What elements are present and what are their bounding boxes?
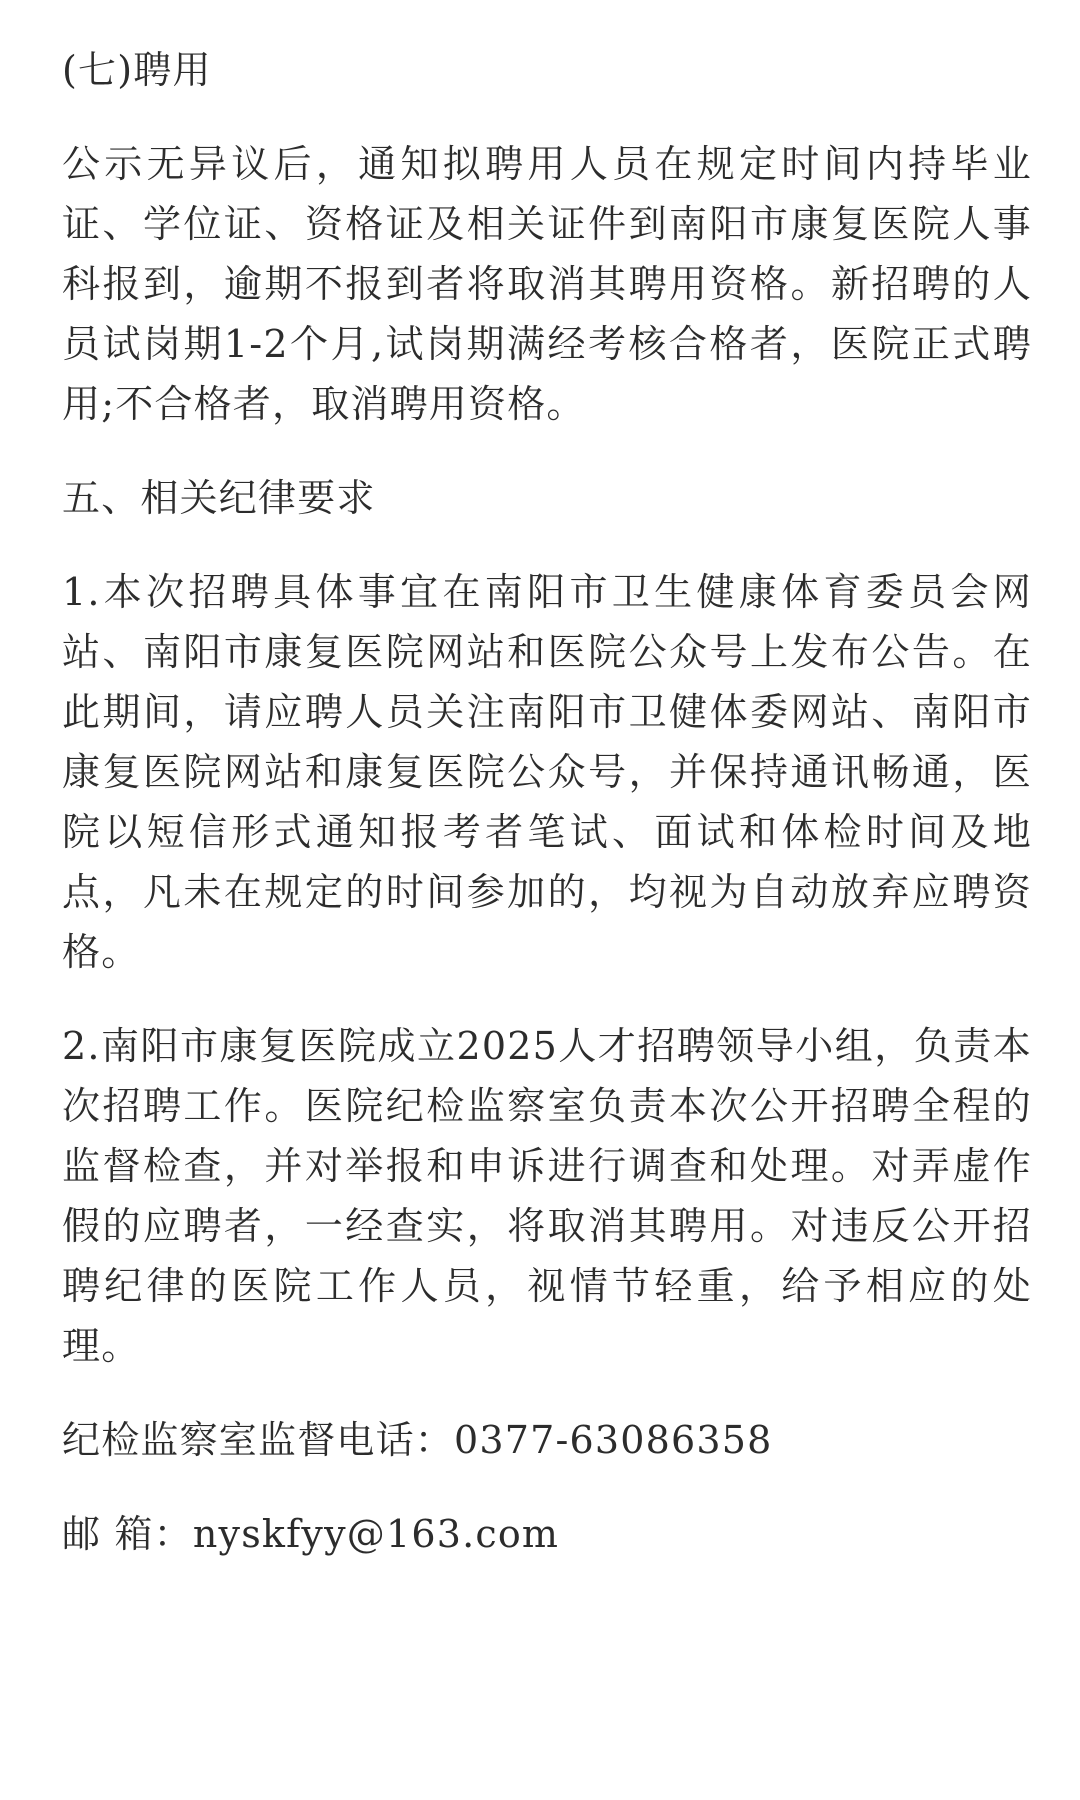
article-body	[62, 40, 1032, 1598]
hire-paragraph: 公示无异议后，通知拟聘用人员在规定时间内持毕业证、学位证、资格证及相关证件到南阳市康复医院人事科报到，逾期不报到者将取消其聘用资格。新招聘的人员试岗期1-2个月,试岗期满经考核合格者，医院正式聘用;不合格者，取消聘用资格。	[62, 142, 1032, 426]
section-discipline-title: 五、相关纪律要求	[62, 476, 376, 520]
supervision-phone: 纪检监察室监督电话：0377-63086358	[62, 1418, 773, 1462]
discipline-item-2: 2.南阳市康复医院成立2025人才招聘领导小组，负责本次招聘工作。医院纪检监察室负责本次公开招聘全程的监督检查，并对举报和申诉进行调查和处理。对弄虚作假的应聘者，一经查实，将取消其聘用。对违反公开招聘纪律的医院工作人员，视情节轻重，给予相应的处理。	[62, 1024, 1032, 1368]
section-hire-title: (七)聘用	[62, 48, 212, 92]
discipline-item-1: 1.本次招聘具体事宜在南阳市卫生健康体育委员会网站、南阳市康复医院网站和医院公众号上发布公告。在此期间，请应聘人员关注南阳市卫健体委网站、南阳市康复医院网站和康复医院公众号，并保持通讯畅通，医院以短信形式通知报考者笔试、面试和体检时间及地点，凡未在规定的时间参加的，均视为自动放弃应聘资格。	[62, 570, 1032, 974]
supervision-email: 邮 箱：nyskfyy@163.com	[62, 1512, 560, 1556]
